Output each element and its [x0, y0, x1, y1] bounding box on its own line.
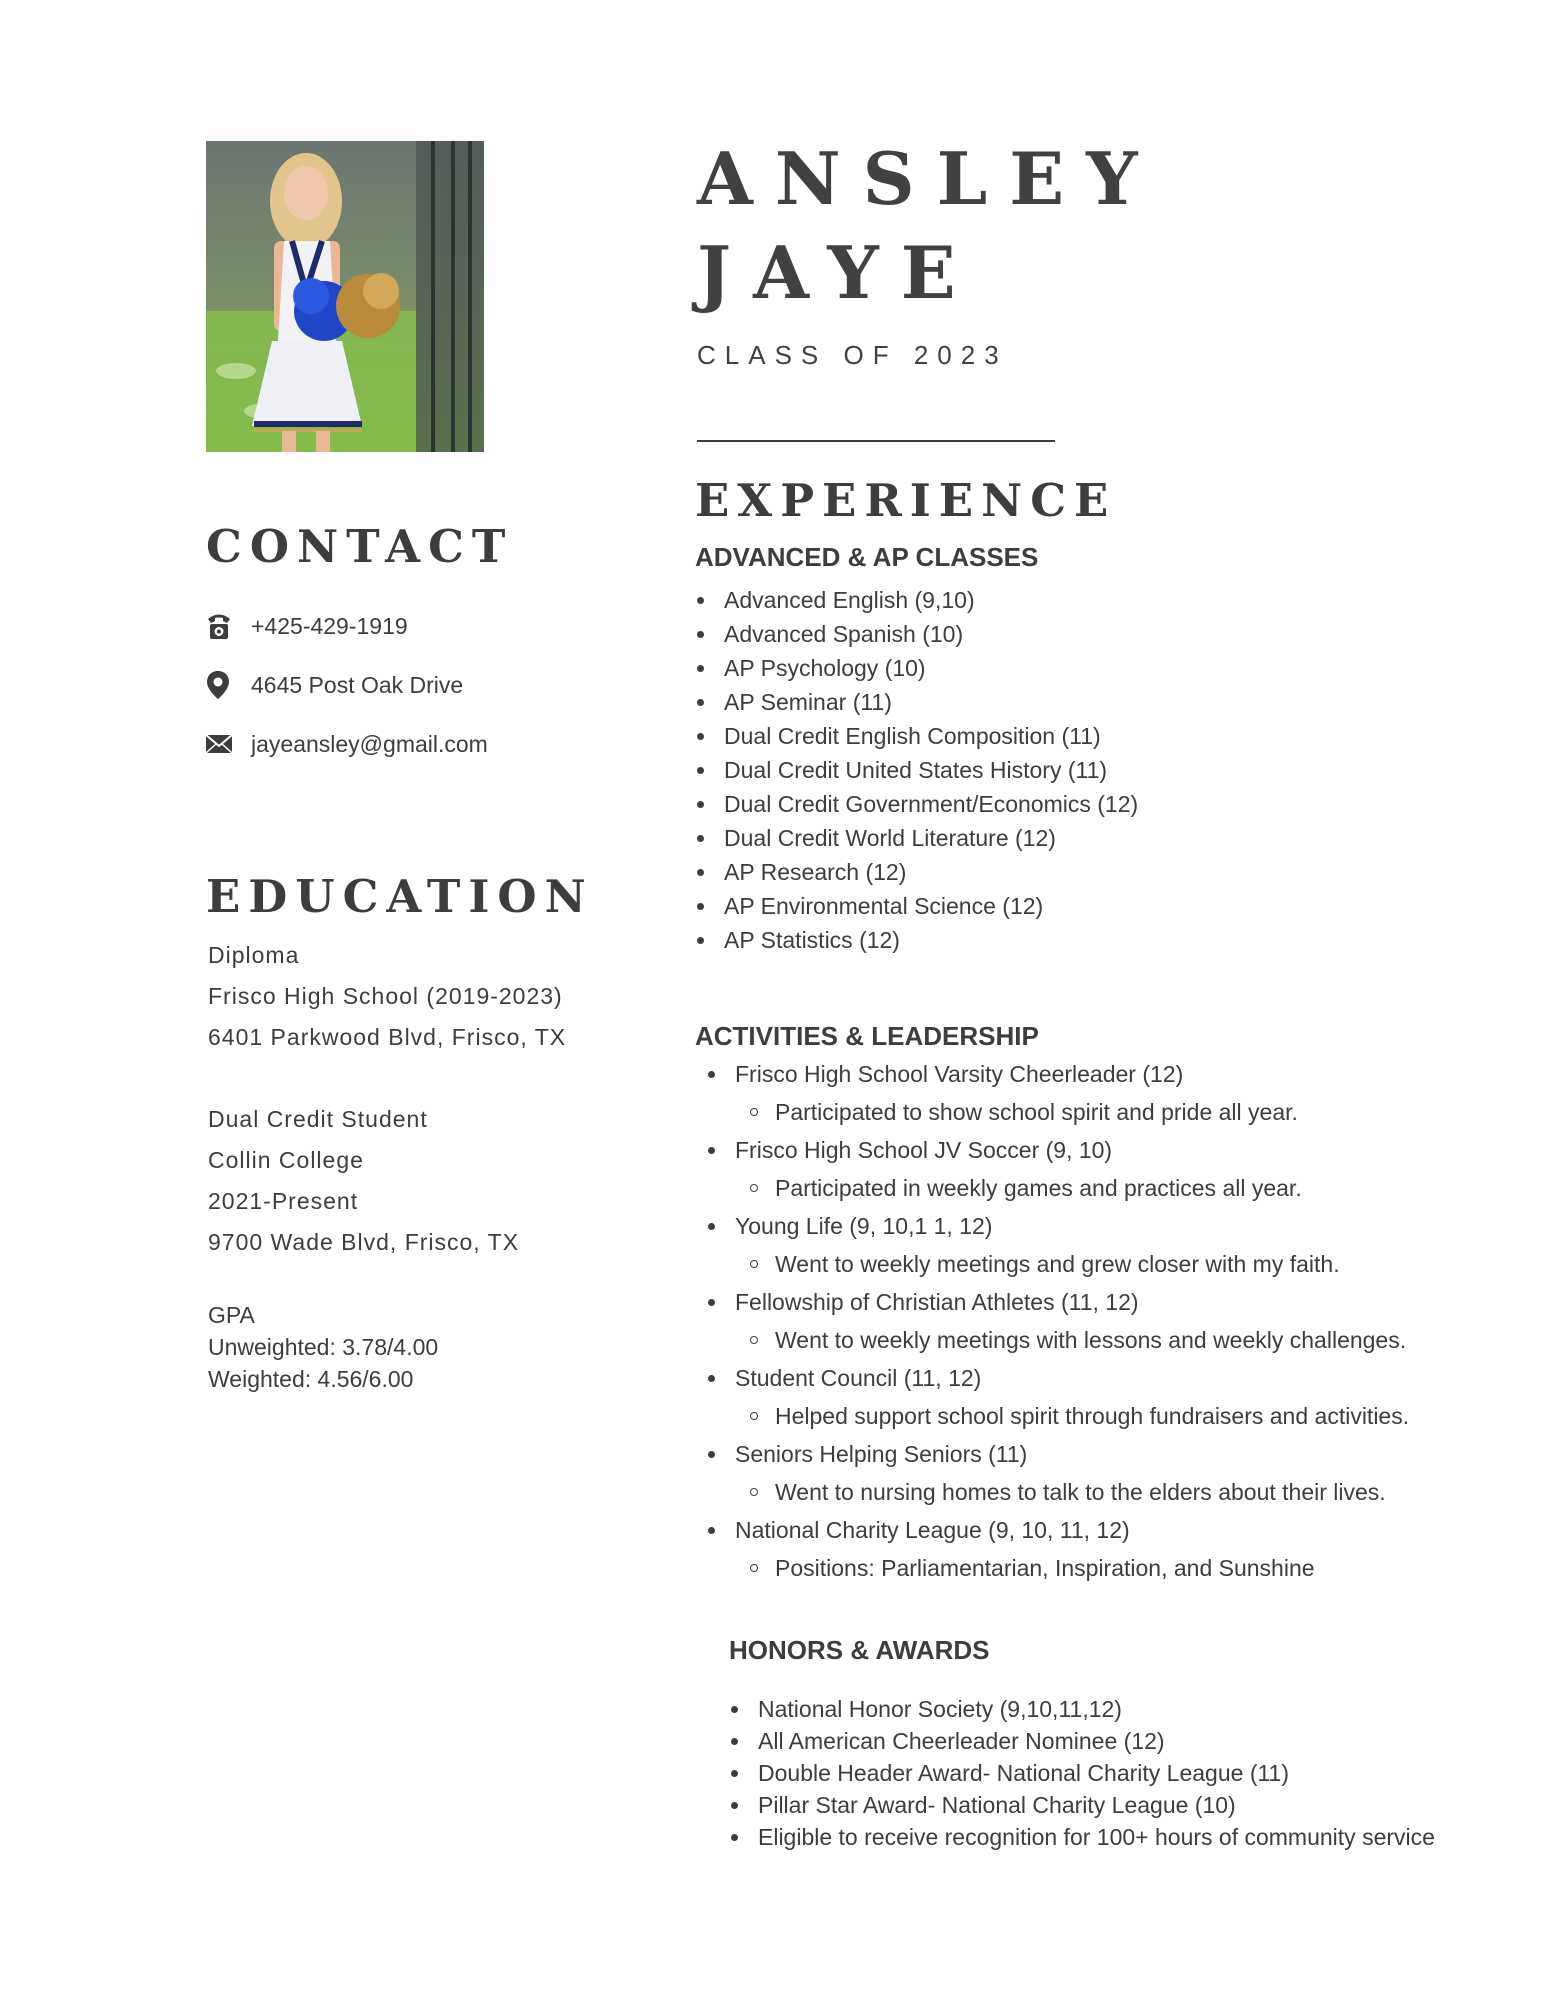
- list-item: Advanced Spanish (10): [695, 617, 1138, 651]
- activity-name: Student Council (11, 12): [735, 1365, 982, 1391]
- list-item: Advanced English (9,10): [695, 583, 1138, 617]
- activity-detail: Went to weekly meetings and grew closer with my faith.: [735, 1245, 1409, 1283]
- honors-title: HONORS & AWARDS: [729, 1635, 990, 1665]
- activity-detail: Went to nursing homes to talk to the elders about their lives.: [735, 1473, 1409, 1511]
- list-item: [695, 1207, 1409, 1283]
- contact-phone: [206, 608, 488, 644]
- list-item: AP Statistics (12): [695, 923, 1138, 957]
- classes-title: ADVANCED & AP CLASSES: [695, 542, 1039, 572]
- activity-detail: Participated to show school spirit and pride all year.: [735, 1093, 1409, 1131]
- first-name: ANSLEY: [697, 136, 1160, 221]
- list-item: Dual Credit Government/Economics (12): [695, 787, 1138, 821]
- activity-detail: Positions: Parliamentarian, Inspiration, and Sunshine: [735, 1549, 1409, 1587]
- education-title: EDUCATION: [206, 870, 594, 923]
- list-item: AP Environmental Science (12): [695, 889, 1138, 923]
- contact-title: CONTACT: [206, 520, 514, 573]
- edu-line: 2021-Present: [208, 1188, 359, 1214]
- activities-title: ACTIVITIES & LEADERSHIP: [695, 1021, 1039, 1051]
- list-item: AP Psychology (10): [695, 651, 1138, 685]
- education-dual-credit: [208, 1099, 566, 1263]
- activity-detail: Helped support school spirit through fundraisers and activities.: [735, 1397, 1409, 1435]
- edu-line: Collin College: [208, 1147, 364, 1173]
- contact-email: [206, 726, 488, 762]
- phone-number[interactable]: +425-429-1919: [251, 612, 408, 639]
- edu-line: 9700 Wade Blvd, Frisco, TX: [208, 1229, 520, 1255]
- education-diploma: [208, 935, 566, 1058]
- edu-line: Dual Credit Student: [208, 1106, 428, 1132]
- contact-address: [206, 667, 488, 703]
- last-name: JAYE: [697, 230, 978, 315]
- list-item: [695, 1055, 1409, 1131]
- activities-list: [695, 1055, 1409, 1587]
- name-header: [697, 132, 1160, 320]
- activity-name: Young Life (9, 10,1 1, 12): [735, 1213, 993, 1239]
- email-address[interactable]: jayeansley@gmail.com: [251, 730, 488, 757]
- profile-photo: [206, 141, 484, 452]
- gpa-unweighted: Unweighted: 3.78/4.00: [208, 1334, 439, 1360]
- list-item: [695, 1435, 1409, 1511]
- class-of: CLASS OF 2023: [697, 340, 1008, 370]
- activity-name: Fellowship of Christian Athletes (11, 12): [735, 1289, 1139, 1315]
- list-item: [695, 1359, 1409, 1435]
- list-item: Pillar Star Award- National Charity League (10): [729, 1789, 1435, 1821]
- contact-list: [206, 608, 488, 762]
- list-item: AP Seminar (11): [695, 685, 1138, 719]
- address-text: 4645 Post Oak Drive: [251, 671, 464, 698]
- list-item: [695, 1511, 1409, 1587]
- list-item: Dual Credit World Literature (12): [695, 821, 1138, 855]
- gpa-label: GPA: [208, 1302, 255, 1328]
- list-item: National Honor Society (9,10,11,12): [729, 1693, 1435, 1725]
- education-content: [208, 935, 566, 1395]
- honors-list: [729, 1693, 1435, 1853]
- list-item: Eligible to receive recognition for 100+ hours of community service: [729, 1821, 1435, 1853]
- list-item: Dual Credit United States History (11): [695, 753, 1138, 787]
- envelope-icon: [206, 729, 234, 759]
- gpa-weighted: Weighted: 4.56/6.00: [208, 1366, 414, 1392]
- list-item: AP Research (12): [695, 855, 1138, 889]
- edu-line: Frisco High School (2019-2023): [208, 983, 563, 1009]
- location-pin-icon: [206, 670, 234, 700]
- activity-name: National Charity League (9, 10, 11, 12): [735, 1517, 1130, 1543]
- education-gpa: [208, 1299, 566, 1395]
- list-item: [695, 1131, 1409, 1207]
- edu-line: Diploma: [208, 942, 300, 968]
- list-item: All American Cheerleader Nominee (12): [729, 1725, 1435, 1757]
- activity-name: Frisco High School JV Soccer (9, 10): [735, 1137, 1113, 1163]
- activity-detail: Went to weekly meetings with lessons and weekly challenges.: [735, 1321, 1409, 1359]
- list-item: [695, 1283, 1409, 1359]
- header-divider: [697, 440, 1055, 442]
- phone-icon: [206, 611, 234, 641]
- experience-title: EXPERIENCE: [695, 474, 1117, 527]
- activity-name: Seniors Helping Seniors (11): [735, 1441, 1028, 1467]
- list-item: Dual Credit English Composition (11): [695, 719, 1138, 753]
- activity-name: Frisco High School Varsity Cheerleader (12): [735, 1061, 1184, 1087]
- list-item: Double Header Award- National Charity League (11): [729, 1757, 1435, 1789]
- edu-line: 6401 Parkwood Blvd, Frisco, TX: [208, 1024, 567, 1050]
- classes-list: [695, 583, 1138, 957]
- activity-detail: Participated in weekly games and practices all year.: [735, 1169, 1409, 1207]
